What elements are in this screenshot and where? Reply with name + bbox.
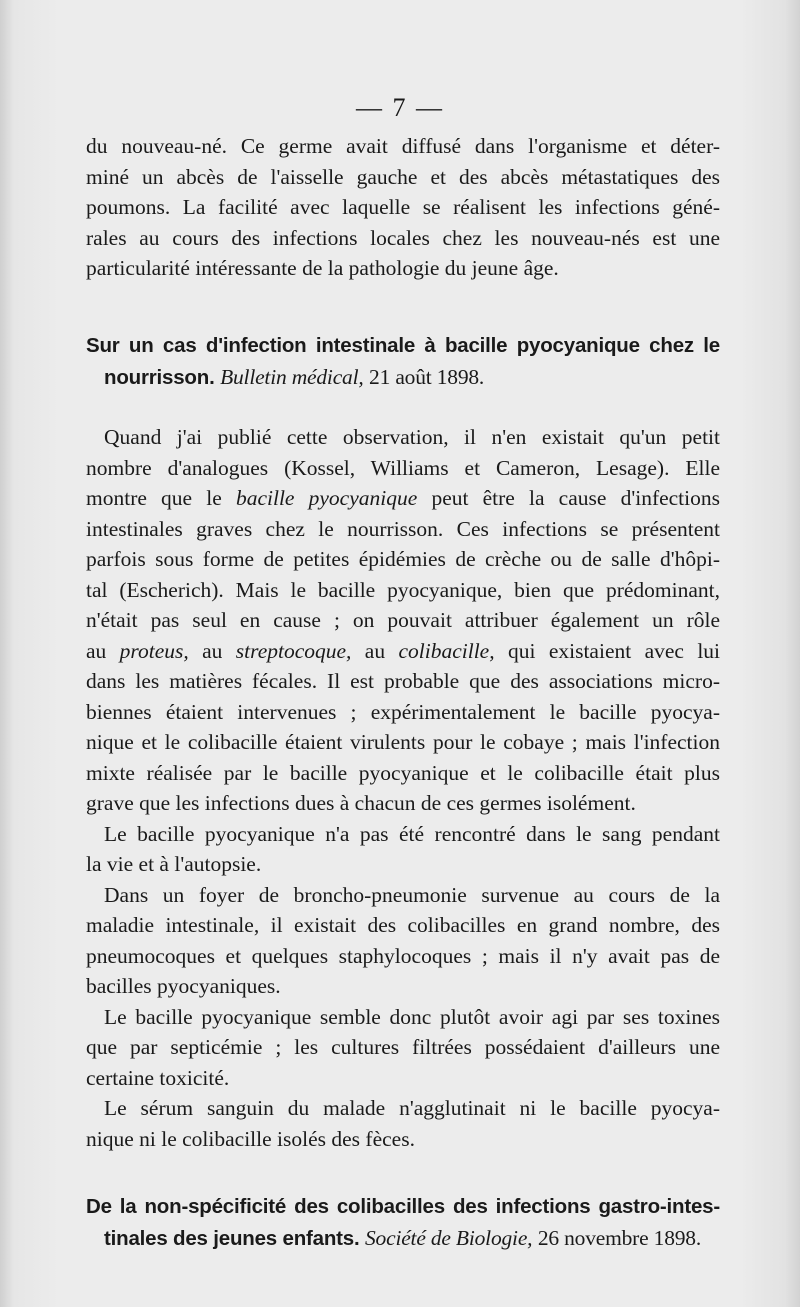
citation-journal: Société de Biologie,: [365, 1225, 533, 1250]
text-line: poumons. La facilité avec laquelle se réalisent les infections géné-: [86, 195, 720, 219]
section-title-cont: [86, 362, 720, 394]
text-line: parfois sous forme de petites épidémies de crèche ou de salle d'hôpi-: [86, 547, 720, 571]
text-line: nique ni le colibacille isolés des fèces.: [86, 1126, 415, 1151]
text-line: biennes étaient intervenues ; expérimentalement le bacille pyocya-: [86, 699, 720, 724]
intro-paragraph: [86, 131, 720, 284]
text-line: intestinales graves chez le nourrisson. Ces infections se présentent: [86, 516, 720, 541]
section-title-word: tinales des jeunes enfants.: [104, 1226, 360, 1250]
text-run: au: [351, 638, 399, 663]
text-line: la vie et à l'autopsie.: [86, 852, 262, 876]
italic-term: proteus,: [119, 638, 189, 663]
text-line: Le sérum sanguin du malade n'agglutinait ni le bacille pyocya-: [104, 1096, 720, 1120]
section-title: Sur un cas d'infection intestinale à bacille pyocyanique chez le: [86, 334, 720, 357]
italic-term: colibacille,: [398, 638, 495, 663]
text-line: Le bacille pyocyanique semble donc plutôt avoir agi par ses toxines: [104, 1004, 720, 1029]
text-line: rales au cours des infections locales chez les nouveau-nés est une: [86, 225, 720, 250]
text-run: peut être la cause d'infections: [417, 486, 720, 510]
section-heading-pyocyanique: [86, 331, 720, 393]
text-line: que par septicémie ; les cultures filtrées possédaient d'ailleurs une: [86, 1035, 720, 1059]
paragraph-observation: [86, 422, 720, 1154]
citation-journal: Bulletin médical,: [220, 364, 364, 389]
citation-date: 26 novembre 1898.: [537, 1225, 702, 1250]
text-line: dans les matières fécales. Il est probable que des associations micro-: [86, 669, 720, 693]
section-heading-colibacilles: [86, 1192, 720, 1254]
text-line: Le bacille pyocyanique n'a pas été rencontré dans le sang pendant: [104, 821, 720, 846]
page-number: — 7 —: [356, 93, 444, 122]
text-line: Quand j'ai publié cette observation, il n'en existait qu'un petit: [104, 425, 720, 449]
text-line: nique et le colibacille étaient virulents pour le cobaye ; mais l'infection: [86, 730, 720, 754]
text-run: au: [86, 638, 120, 663]
text-line: du nouveau-né. Ce germe avait diffusé dans l'organisme et déter-: [86, 134, 720, 158]
text-line: maladie intestinale, il existait des colibacilles en grand nombre, des: [86, 913, 720, 937]
text-line: miné un abcès de l'aisselle gauche et des abcès métastatiques des: [86, 164, 720, 189]
text-line: nombre d'analogues (Kossel, Williams et Cameron, Lesage). Elle: [86, 455, 720, 480]
text-line: Dans un foyer de broncho-pneumonie survenue au cours de la: [104, 882, 720, 907]
section-title-word: nourrisson.: [104, 365, 215, 389]
text-line: [86, 483, 720, 514]
italic-term: streptocoque,: [235, 638, 352, 663]
text-run: montre que le: [86, 486, 236, 510]
section-title: De la non-spécificité des colibacilles des infections gastro-intes-: [86, 1195, 720, 1218]
text-line: n'était pas seul en cause ; on pouvait attribuer également un rôle: [86, 608, 720, 632]
italic-term: bacille pyocyanique: [235, 486, 418, 510]
text-line: pneumocoques et quelques staphylocoques ; mais il n'y avait pas de: [86, 943, 720, 968]
text-line: mixte réalisée par le bacille pyocyanique et le colibacille était plus: [86, 760, 720, 785]
citation-date: 21 août 1898.: [369, 364, 485, 389]
section-title-cont: [86, 1223, 720, 1255]
text-line: particularité intéressante de la pathologie du jeune âge.: [86, 256, 559, 280]
text-line: tal (Escherich). Mais le bacille pyocyanique, bien que prédominant,: [86, 577, 720, 602]
text-run: qui existaient avec lui: [494, 638, 721, 663]
text-line: certaine toxicité.: [86, 1065, 230, 1090]
text-line: bacilles pyocyaniques.: [86, 974, 281, 998]
text-line: grave que les infections dues à chacun de ces germes isolément.: [86, 791, 636, 815]
text-run: au: [188, 638, 236, 663]
text-line: [86, 636, 720, 667]
